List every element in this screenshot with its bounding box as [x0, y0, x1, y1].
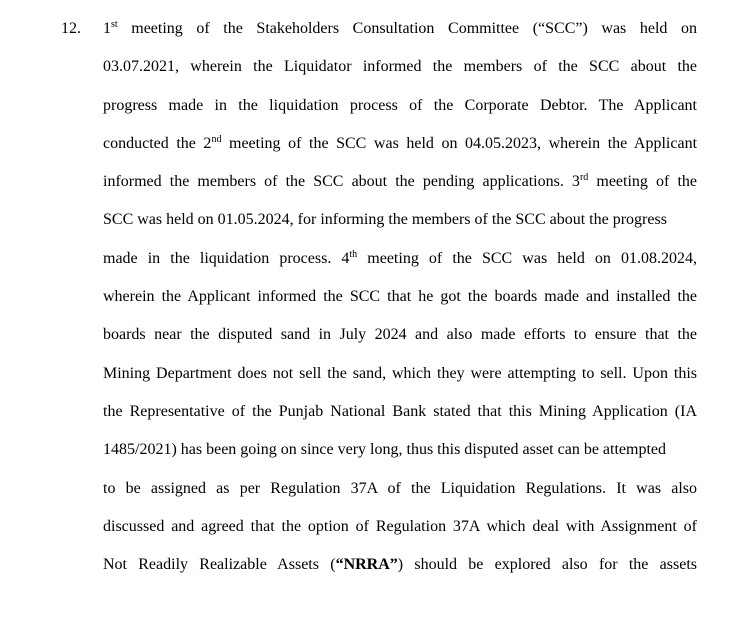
- line-text: wherein the Applicant informed the SCC that he got the boards made and installed the: [103, 288, 697, 306]
- paragraph-line: [103, 209, 697, 231]
- line-text: the Representative of the Punjab National Bank stated that this Mining Application (IA: [103, 402, 697, 420]
- line-text: SCC was held on 01.05.2024, for informing the members of the SCC about the progress: [103, 211, 667, 229]
- ordinal-suffix: th: [349, 248, 358, 260]
- line-text: made in the liquidation process. 4: [103, 249, 350, 267]
- line-text: 1485/2021) has been going on since very long, thus this disputed asset can be attempted: [103, 441, 666, 459]
- line-text: meeting of the SCC was held on 04.05.2023, wherein the Applicant: [221, 134, 697, 152]
- paragraph-line: [103, 516, 697, 538]
- line-text: Not Readily Realizable Assets (: [103, 556, 336, 574]
- line-text: informed the members of the SCC about the pending applications. 3: [103, 173, 580, 191]
- ordinal-suffix: nd: [211, 133, 222, 145]
- line-text: meeting of the SCC was held on 01.08.2024,: [357, 249, 697, 267]
- paragraph-line: [103, 324, 697, 346]
- paragraph-line: [103, 363, 697, 385]
- line-text: 1: [103, 20, 111, 37]
- line-text: meeting of the: [588, 173, 697, 191]
- ordinal-suffix: st: [111, 19, 118, 30]
- line-text: meeting of the Stakeholders Consultation Committee (“SCC”) was held on: [117, 20, 697, 37]
- line-text: discussed and agreed that the option of Regulation 37A which deal with Assignment of: [103, 517, 697, 535]
- line-text: conducted the 2: [103, 134, 212, 152]
- line-text: Mining Department does not sell the sand, which they were attempting to sell. Upon this: [103, 364, 697, 382]
- defined-term: “NRRA”: [335, 556, 398, 574]
- line-text: ) should be explored also for the assets: [397, 556, 697, 574]
- paragraph-line: [103, 478, 697, 500]
- paragraph-body: [103, 18, 697, 592]
- paragraph-line: [103, 18, 697, 40]
- paragraph-line: [103, 171, 697, 193]
- line-text: boards near the disputed sand in July 2024 and also made efforts to ensure that the: [103, 326, 697, 344]
- paragraph-line: [103, 286, 697, 308]
- paragraph-line: [103, 401, 697, 423]
- paragraph-line: [103, 133, 697, 155]
- paragraph-line: [103, 554, 697, 576]
- line-text: progress made in the liquidation process of the Corporate Debtor. The Applicant: [103, 96, 697, 114]
- line-text: to be assigned as per Regulation 37A of the Liquidation Regulations. It was also: [103, 479, 697, 497]
- paragraph-line: [103, 56, 697, 78]
- paragraph-number: 12.: [61, 20, 81, 37]
- paragraph-line: [103, 95, 697, 117]
- line-text: 03.07.2021, wherein the Liquidator informed the members of the SCC about the: [103, 58, 697, 76]
- paragraph-line: [103, 248, 697, 270]
- ordinal-suffix: rd: [579, 172, 589, 184]
- paragraph-line: [103, 439, 697, 461]
